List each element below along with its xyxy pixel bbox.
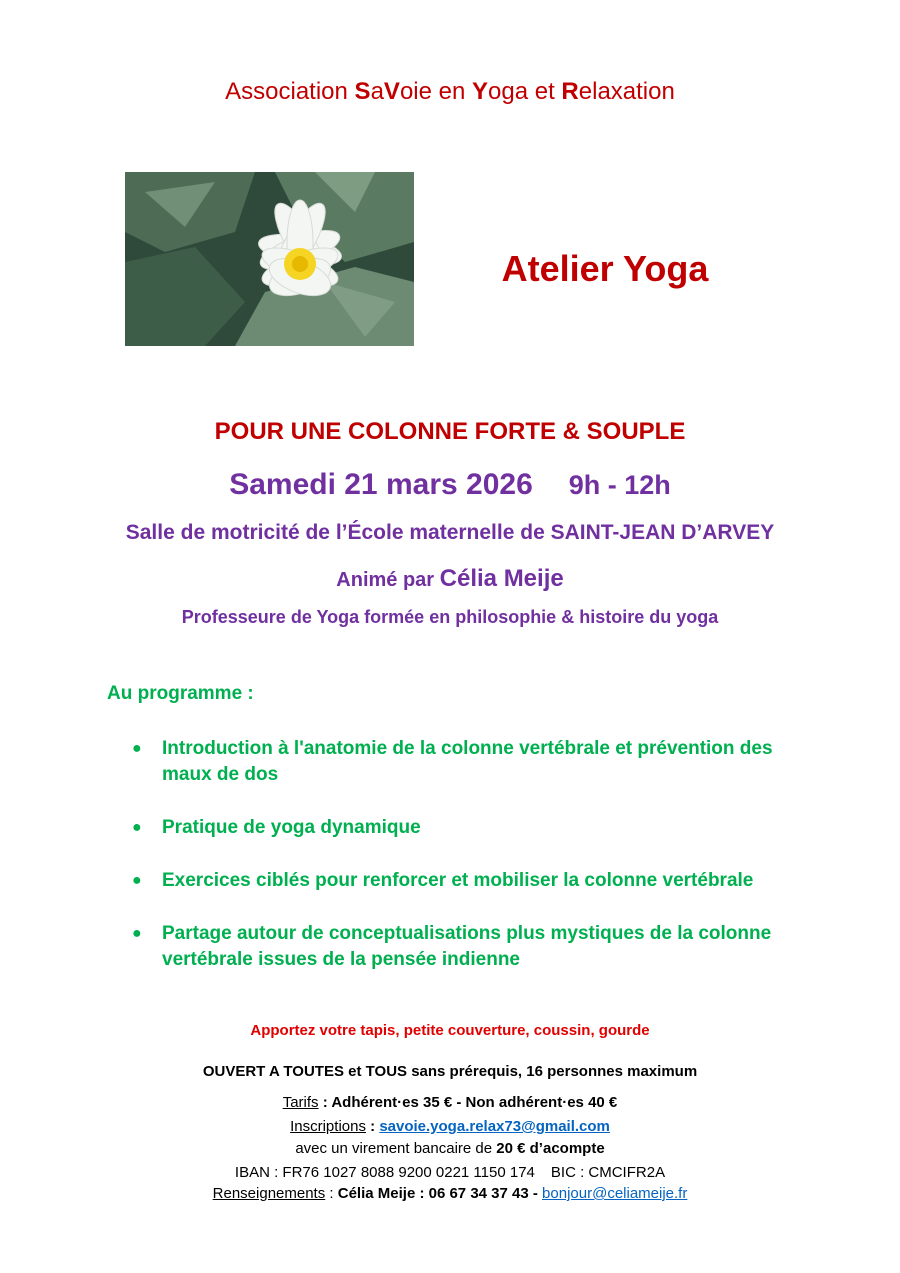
event-datetime	[0, 468, 900, 502]
pricing-text: : Adhérent·es 35 € - Non adhérent·es 40 €	[318, 1094, 618, 1111]
association-name-part: V	[383, 78, 400, 105]
program-list	[132, 736, 792, 1000]
list-item: ● Partage autour de conceptualisations plus mystiques de la colonne vertébrale issues de la pensée indienne	[132, 923, 772, 970]
workshop-subtitle: POUR UNE COLONNE FORTE & SOUPLE	[214, 418, 686, 445]
water-lily-photo	[125, 172, 414, 346]
association-name-part: Association	[225, 78, 355, 105]
contact-line: Renseignements : Célia Meije : 06 67 34 37 43 - bonjour@celiameije.fr	[212, 1185, 688, 1202]
association-name-part: Y	[472, 78, 489, 105]
transfer-text: avec un virement bancaire de	[295, 1140, 497, 1157]
open-to-notice: OUVERT A TOUTES et TOUS sans prérequis, 16 personnes maximum	[202, 1063, 698, 1080]
event-venue: Salle de motricité de l’École maternelle de SAINT-JEAN D’ARVEY	[125, 521, 775, 544]
association-name-part: R	[561, 78, 579, 105]
association-name	[0, 78, 900, 106]
deposit-amount: 20 € d’acompte	[496, 1140, 605, 1157]
iban: IBAN : FR76 1027 8088 9200 0221 1150 174	[234, 1164, 535, 1181]
list-item: ● Exercices ciblés pour renforcer et mobiliser la colonne vertébrale	[132, 868, 792, 894]
event-teacher	[0, 565, 900, 593]
animated-by-label: Animé par	[336, 569, 435, 591]
pricing-label: Tarifs	[282, 1094, 319, 1111]
contact-details: Célia Meije : 06 67 34 37 43 -	[337, 1185, 543, 1202]
transfer-line	[0, 1140, 900, 1157]
page-title: Atelier Yoga	[501, 248, 709, 289]
pricing-line	[0, 1094, 900, 1111]
teacher-description: Professeure de Yoga formée en philosophie & histoire du yoga	[181, 607, 719, 627]
bullet-icon: ●	[132, 740, 142, 757]
program-title: Au programme :	[107, 683, 254, 704]
registration-line: Inscriptions : savoie.yoga.relax73@gmail.com	[290, 1118, 610, 1135]
list-item: ● Pratique de yoga dynamique	[132, 815, 792, 841]
association-name-part: oie en	[399, 78, 472, 105]
association-name-part: elaxation	[578, 78, 675, 105]
bullet-icon: ●	[132, 819, 142, 836]
bullet-icon: ●	[132, 925, 142, 942]
list-item: ● Introduction à l'anatomie de la colonne vertébrale et prévention des maux de dos	[132, 738, 773, 785]
bank-line	[0, 1164, 900, 1181]
contact-label: Renseignements	[212, 1185, 326, 1202]
association-name-part: S	[354, 78, 371, 105]
association-name-part: oga et	[488, 78, 562, 105]
contact-email-link[interactable]: bonjour@celiameije.fr	[542, 1185, 688, 1202]
event-time: 9h - 12h	[568, 470, 671, 500]
event-date: Samedi 21 mars 2026	[229, 468, 533, 501]
teacher-name: Célia Meije	[439, 565, 564, 592]
registration-email-link[interactable]: savoie.yoga.relax73@gmail.com	[379, 1118, 610, 1135]
bring-notice: Apportez votre tapis, petite couverture, coussin, gourde	[250, 1022, 650, 1039]
bullet-icon: ●	[132, 872, 142, 889]
bic: BIC : CMCIFR2A	[550, 1164, 666, 1181]
association-name-part: a	[370, 78, 384, 105]
registration-label: Inscriptions	[290, 1118, 366, 1135]
